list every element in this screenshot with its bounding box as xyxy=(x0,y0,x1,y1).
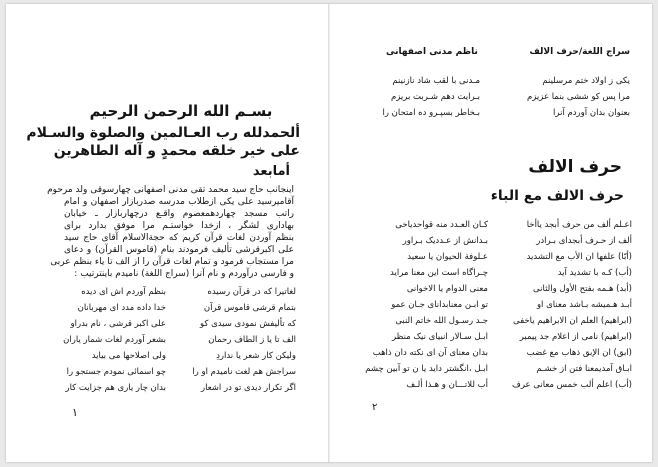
verse-line: (أب) اعلم ألب خمس معانی عرف xyxy=(512,380,632,390)
verse-line: (أب) کـه با تشدید آید xyxy=(557,268,632,278)
verse-line: بـخاطر بسپـرو ده امتحان را xyxy=(382,108,480,118)
verse-line: بنظم آوردم اش ای دیده xyxy=(81,287,166,297)
verse-line: مرا پس کو ششی بنما عزیزم xyxy=(526,92,630,102)
verse-line: خدا داده مدد ای مهربانان xyxy=(77,303,166,313)
verse-line: ابـاق آمدیمعنا فتن از خشـم xyxy=(536,364,632,374)
section-title: حرف الالف xyxy=(528,157,622,177)
verse-line: بتمام قرشی قاموس قرآن xyxy=(203,303,296,313)
running-header-author: ناظم مدنی اصفهانی xyxy=(386,47,478,57)
verse-line: بـرایت دهم شـربت بریزم xyxy=(390,92,480,102)
verse-line: مـدنی با لقب شاد نازنینم xyxy=(392,76,480,86)
intro-line: مرا مستجاب فرمود و تمام لغات قرآن را از الف تا یاء بنظم عربی xyxy=(50,257,294,267)
verse-line: اعـلم ألف من حرف أبجد یاأخا xyxy=(526,220,632,230)
amma-baad-heading: أمابعد xyxy=(252,164,290,179)
verse-line: (ابراهیم) نامی از اعلام جد پیمبر xyxy=(519,332,632,342)
verse-line: ولی اصلاحها می بیاید xyxy=(91,351,166,361)
verse-line: یکی ز اولاد ختم مرسلینم xyxy=(542,76,630,86)
right-page xyxy=(330,4,652,462)
running-header-title: سراج اللغة/حرف الالف xyxy=(529,47,630,57)
left-page xyxy=(6,4,328,462)
intro-line: آقامیرسید علی یکی ازطلاب مدرسه صدربازار اصفهان و امام xyxy=(64,197,294,207)
section-subtitle: حرف الالف مع الباء xyxy=(490,188,624,204)
verse-line: سراجش هم لغت نامیدم او را xyxy=(192,367,296,377)
verse-line: چو اسمائی نمودم جستجو را xyxy=(66,367,166,377)
intro-line: اینجانب حاج سید محمد تقی مدنی اصفهانی چهارسوقی ولد مرحوم xyxy=(47,185,294,195)
verse-line: لغاتیرا که در قرآن رسیده xyxy=(207,287,296,297)
verse-line: بدان چار یاری هم جزایت کار xyxy=(65,383,166,393)
verse-line: عـلوفة الحیوان یا سعید xyxy=(407,252,488,262)
verse-line: (ابق) ان الإبق ذهاب مع غضب xyxy=(526,348,632,358)
hamd-line-1: ألحمدلله رب العـالمين والصلوة والسـلام xyxy=(26,125,300,141)
verse-line: تو ابـن معنابدانای جـان عمو xyxy=(391,300,488,310)
verse-line: که تألیفش نمودی سیدی کو xyxy=(199,319,296,329)
verse-line: اگر تکرار دیدی تو در اشعار xyxy=(200,383,296,393)
verse-line: ابـل ،انگشتر داید یا ن تو آبین چشم xyxy=(365,364,488,374)
verse-line: بـدانش از عـددیک بـراور xyxy=(402,236,488,246)
intro-line: علی اکبرقرشی تألیف فرمودند بنام (قاموس القرآن) و دعای xyxy=(64,245,294,255)
verse-line: کـان العـدد منه قواحدیاخی xyxy=(395,220,488,230)
intro-line: بهاداری لشگر ، ازخدا خواستـم مرا موفق بدارد برای xyxy=(64,221,294,231)
verse-line: ولیکن کار شعر یا نداردِ xyxy=(216,351,296,361)
verse-line: الف تا یا ز الطاف رحمان xyxy=(208,335,296,345)
verse-line: (ابراهیم) العلم ان الابراهیم یاخفی xyxy=(513,316,632,326)
intro-line: راتب مسجد چهاردهمعصوم واقـع درچهاربازار ـ خیابان xyxy=(64,209,294,219)
book-spread xyxy=(6,4,652,462)
verse-line: ألف از حـرف أبجدای بـرادر xyxy=(536,236,632,246)
verse-line: جـد رسـول الله خاتم النبی xyxy=(395,316,488,326)
verse-line: (أبد) ه‍ـ‍مه بفتح الأول والثانی xyxy=(533,284,632,294)
verse-line: معنی الدوام یا الاخوانی xyxy=(406,284,488,294)
verse-line: علی اکبر قرشی ، نام بدراو xyxy=(70,319,166,329)
verse-line: (أبّا) علفها ان الأب مع التشدید xyxy=(526,252,632,262)
hamd-line-2: علی خیر خلقه محمدٍ و آله الطاهرین xyxy=(53,143,300,159)
verse-line: أبـد هـمیشه بـاشد معنای او xyxy=(536,300,632,310)
page-number-right: ٢ xyxy=(372,402,378,413)
verse-line: بدان معنای آن ای نکته دان ذاهب xyxy=(372,348,488,358)
bismillah-heading: بسـم الله الرحمن الرحيم xyxy=(89,102,273,120)
page-number-left: ١ xyxy=(72,406,78,419)
verse-line: بعنوان بدان آوردم آنرا xyxy=(553,108,630,118)
intro-line: و فارسی درآوردم و نام آنرا (سراج اللغة) نامیدم باینترتیب : xyxy=(74,269,294,279)
verse-line: بشعر آوردم لغات شمار یاران xyxy=(63,335,166,345)
verse-line: چـراگاه است این معنا مراید xyxy=(390,268,488,278)
intro-line: بنظم آوردن لغات قرآن کریم که حجةالاسلام آقای حاج سید xyxy=(64,233,294,243)
verse-line: ابـل سـالار انبیای نیک منظر xyxy=(391,332,488,342)
verse-line: أب للاتـــان و هـذا ألـف xyxy=(406,380,488,390)
